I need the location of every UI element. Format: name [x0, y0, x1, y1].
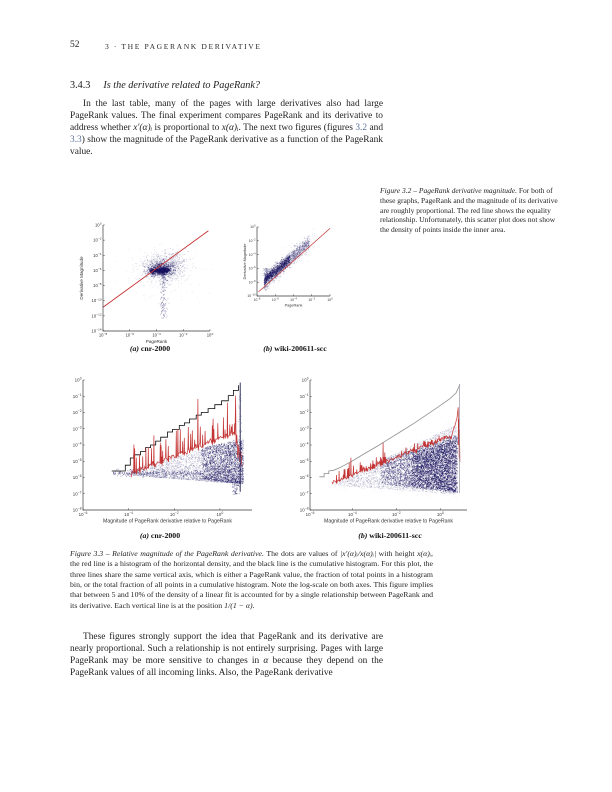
text-run: (b) — [263, 344, 273, 353]
text-run: For both of these graphs, PageRank and the magnitude of its derivative are roughly proportional. The red line shows the equality relationship. Unfortunately, this scatter plot does not show the density of points inside the inner area. — [380, 186, 558, 235]
svg-text:10−14: $10^{-14}$ — [91, 327, 102, 334]
text-run: α — [263, 656, 269, 667]
text-run: with height — [376, 549, 418, 558]
page-header — [70, 40, 390, 54]
svg-text:10−6: $10^{-6}$ — [248, 266, 256, 271]
page-number: 52 — [70, 40, 80, 50]
figure-3-3a-histogram-plot — [60, 372, 275, 530]
running-head: 3 · THE PAGERANK DERIVATIVE — [105, 41, 262, 51]
figure-3-2b-scatter-plot — [238, 218, 353, 318]
plot-canvas — [288, 372, 493, 530]
figure-3-2-margin-caption — [380, 186, 558, 235]
text-run: In the last table, many of the pages with large derivatives also had large PageRank values. The final experiment compares PageRank and its derivative to address whether — [70, 99, 383, 134]
svg-text:10−8: $10^{-8}$ — [93, 282, 102, 289]
svg-text:10−2: $10^{-2}$ — [93, 236, 102, 243]
text-run: . — [252, 600, 255, 610]
text-run: x(α)ᵢ — [221, 123, 239, 134]
svg-text:PageRank: PageRank — [145, 338, 168, 344]
text-run: . The next two figures (figures — [238, 123, 356, 134]
figure-3-2a-scatter-plot — [70, 218, 235, 344]
text-run: 1/(1 − α) — [224, 600, 253, 610]
svg-text:100: $10^0$ — [250, 224, 256, 230]
body-paragraph-2 — [70, 631, 383, 679]
figure-3-2b-caption — [240, 344, 350, 353]
figure-3-3b-histogram-plot — [288, 372, 493, 530]
svg-text:10−2: $10^{-2}$ — [179, 331, 188, 338]
svg-text:10−8: $10^{-8}$ — [248, 279, 256, 285]
svg-text:100: $10^0$ — [206, 331, 214, 338]
svg-text:Derivative Magnitude: Derivative Magnitude — [79, 256, 84, 300]
svg-text:10−4: $10^{-4}$ — [290, 297, 297, 302]
text-run: Figure 3.2 – PageRank derivative magnitude. — [380, 186, 517, 195]
text-run: (a) — [129, 344, 139, 353]
text-run: is proportional to — [152, 123, 222, 134]
text-run: |x′(α)ᵢ/x(α)ᵢ| — [340, 549, 377, 558]
section-number: 3.4.3 — [70, 80, 91, 91]
plot-canvas — [70, 218, 235, 344]
svg-text:10−2: $10^{-2}$ — [248, 238, 256, 243]
figure-reference-link[interactable]: 3.2 — [355, 123, 368, 134]
figure-3-3-caption — [70, 549, 433, 611]
text-run: (b) — [358, 531, 368, 540]
text-run: wiki-200611-scc — [367, 531, 422, 540]
text-run: cnr-2000 — [148, 531, 181, 540]
figure-reference-link[interactable]: 3.3 — [70, 135, 82, 146]
text-run: These figures strongly support the idea that PageRank and its derivative are nearly proportional. Such a relationship is not entirely surprising. Pages with large PageRank may be more sensitive to changes in — [70, 632, 383, 667]
svg-text:Derivative Magnitude: Derivative Magnitude — [243, 243, 247, 280]
text-run: , the red line is a histogram of the horizontal density, and the black line is the cumulative histogram. For this plot, the three lines share the same vertical axis, which is either a PageRank value, the fraction of total points in a histogram bin, or the total fraction of all points in a cumulative histogram. Note the log-scale on both axes. This figure implies that between 5 and 10% of the density of a linear fit is accounted for by a single relationship between PageRank and its derivative. Each vertical line is at the position — [70, 549, 433, 610]
svg-text:100: $10^0$ — [94, 221, 102, 228]
text-run: The dots are values of — [263, 549, 341, 558]
svg-text:10−4: $10^{-4}$ — [248, 252, 256, 257]
text-run: cnr-2000 — [138, 344, 171, 353]
figure-3-3a-caption — [85, 531, 235, 540]
section-heading — [70, 80, 390, 91]
text-run: x(α)ᵢ — [417, 549, 432, 558]
text-run: Figure 3.3 – Relative magnitude of the PageRank derivative. — [70, 549, 264, 558]
section-title: Is the derivative related to PageRank? — [103, 80, 261, 91]
text-run: wiki-200611-scc — [272, 344, 327, 353]
svg-text:10−4: $10^{-4}$ — [93, 251, 102, 258]
svg-text:10−10: $10^{-10}$ — [247, 293, 256, 299]
svg-text:10−10: $10^{-10}$ — [91, 297, 102, 304]
figure-3-3b-caption — [315, 531, 465, 540]
svg-text:10−8: $10^{-8}$ — [253, 297, 261, 302]
svg-text:10−4: $10^{-4}$ — [152, 331, 161, 338]
svg-text:10−2: $10^{-2}$ — [308, 297, 316, 302]
text-run: (a) — [139, 531, 149, 540]
text-run: and — [367, 123, 384, 134]
svg-text:10−6: $10^{-6}$ — [271, 297, 279, 302]
svg-text:PageRank: PageRank — [284, 303, 303, 308]
body-paragraph-1 — [70, 98, 383, 158]
plot-canvas — [238, 218, 353, 318]
svg-text:10−6: $10^{-6}$ — [93, 267, 102, 273]
svg-text:10−12: $10^{-12}$ — [91, 312, 102, 319]
text-run: x′(α)ᵢ — [133, 123, 153, 134]
text-run: ) show the magnitude of the PageRank derivative as a function of the PageRank value. — [70, 135, 383, 158]
text-run: because they depend on the PageRank values of all incoming links. Also, the PageRank derivative — [70, 656, 383, 679]
svg-text:10−8: $10^{-8}$ — [98, 331, 108, 338]
plot-canvas — [60, 372, 275, 530]
figure-3-2a-caption — [70, 344, 230, 353]
svg-text:10−6: $10^{-6}$ — [125, 331, 134, 338]
svg-text:100: $10^0$ — [327, 297, 333, 302]
